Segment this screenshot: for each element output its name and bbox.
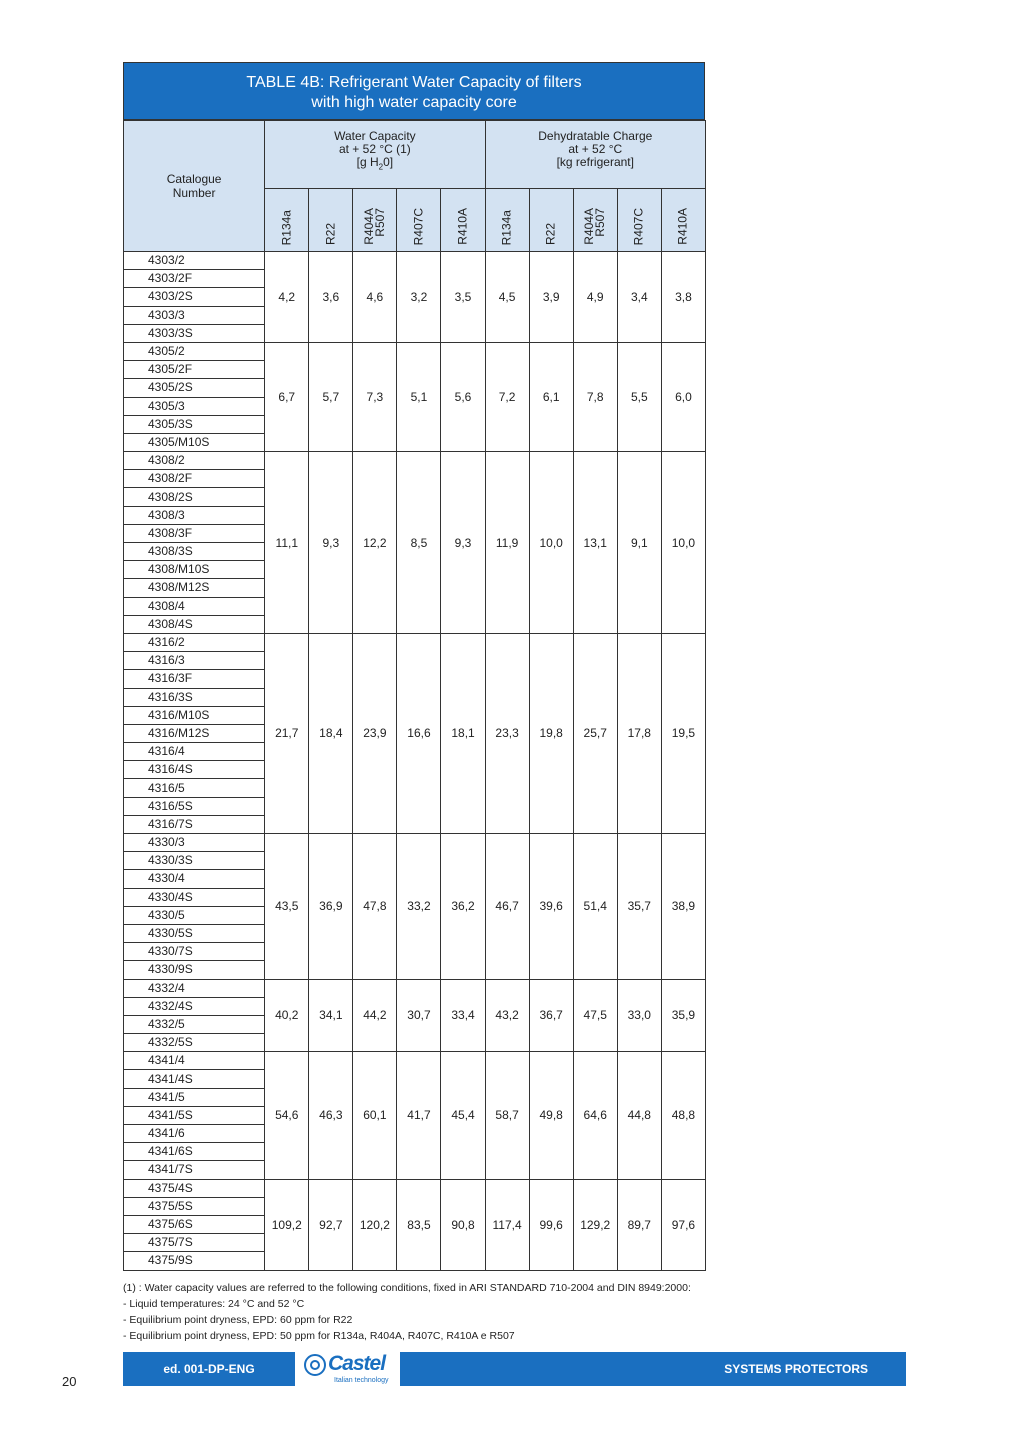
castel-logo-tagline: Italian technology bbox=[334, 1377, 389, 1384]
capacity-value: 8,5 bbox=[397, 452, 441, 634]
catalogue-number: 4303/3 bbox=[124, 306, 265, 324]
capacity-value: 10,0 bbox=[661, 452, 705, 634]
capacity-value: 89,7 bbox=[617, 1179, 661, 1270]
capacity-value: 40,2 bbox=[265, 979, 309, 1052]
refrigerant-name: R407C bbox=[631, 207, 646, 245]
capacity-value: 90,8 bbox=[441, 1179, 485, 1270]
refrigerant-label bbox=[675, 208, 690, 245]
capacity-value: 4,2 bbox=[265, 252, 309, 343]
catalogue-number: 4308/3F bbox=[124, 524, 265, 542]
edition-label: ed. 001-DP-ENG bbox=[123, 1352, 295, 1386]
capacity-value: 48,8 bbox=[661, 1052, 705, 1179]
table-row bbox=[124, 979, 706, 997]
capacity-value: 46,3 bbox=[309, 1052, 353, 1179]
capacity-value: 34,1 bbox=[309, 979, 353, 1052]
capacity-value: 58,7 bbox=[485, 1052, 529, 1179]
capacity-value: 92,7 bbox=[309, 1179, 353, 1270]
refrigerant-header bbox=[265, 189, 309, 252]
capacity-value: 19,5 bbox=[661, 633, 705, 833]
capacity-value: 33,2 bbox=[397, 834, 441, 980]
catalogue-number: 4316/3S bbox=[124, 688, 265, 706]
capacity-value: 46,7 bbox=[485, 834, 529, 980]
refrigerant-label bbox=[361, 208, 387, 245]
footnote-line: - Liquid temperatures: 24 °C and 52 °C bbox=[123, 1298, 305, 1310]
capacity-value: 97,6 bbox=[661, 1179, 705, 1270]
capacity-value: 35,7 bbox=[617, 834, 661, 980]
refrigerant-header bbox=[353, 189, 397, 252]
refrigerant-label bbox=[631, 207, 646, 245]
catalogue-number: 4305/3 bbox=[124, 397, 265, 415]
catalogue-number: 4308/2S bbox=[124, 488, 265, 506]
capacity-value: 3,8 bbox=[661, 252, 705, 343]
catalogue-number: 4316/2 bbox=[124, 633, 265, 651]
catalogue-number: 4316/7S bbox=[124, 815, 265, 833]
dehydratable-charge-header bbox=[485, 121, 705, 189]
capacity-value: 3,5 bbox=[441, 252, 485, 343]
capacity-value: 7,3 bbox=[353, 342, 397, 451]
capacity-value: 7,8 bbox=[573, 342, 617, 451]
capacity-value: 17,8 bbox=[617, 633, 661, 833]
catalogue-number: 4341/5S bbox=[124, 1106, 265, 1124]
catalogue-number-header bbox=[124, 121, 265, 252]
castel-logo-text: Castel bbox=[328, 1352, 386, 1375]
capacity-value: 9,3 bbox=[441, 452, 485, 634]
footnote-line: - Equilibrium point dryness, EPD: 50 ppm for R134a, R404A, R407C, R410A e R507 bbox=[123, 1330, 515, 1342]
footnote-line: - Equilibrium point dryness, EPD: 60 ppm for R22 bbox=[123, 1314, 353, 1326]
capacity-value: 11,1 bbox=[265, 452, 309, 634]
capacity-value: 39,6 bbox=[529, 834, 573, 980]
capacity-value: 23,9 bbox=[353, 633, 397, 833]
capacity-value: 44,8 bbox=[617, 1052, 661, 1179]
capacity-value: 9,3 bbox=[309, 452, 353, 634]
capacity-value: 36,2 bbox=[441, 834, 485, 980]
refrigerant-label bbox=[455, 208, 470, 245]
catalogue-number: 4341/6 bbox=[124, 1125, 265, 1143]
table-row bbox=[124, 452, 706, 470]
capacity-value: 23,3 bbox=[485, 633, 529, 833]
catalogue-number: 4330/5 bbox=[124, 906, 265, 924]
catalogue-number: 4316/4 bbox=[124, 743, 265, 761]
table-title-line2: with high water capacity core bbox=[311, 94, 517, 111]
refrigerant-label bbox=[413, 208, 424, 245]
catalogue-number: 4305/M10S bbox=[124, 433, 265, 451]
catalogue-number: 4341/7S bbox=[124, 1161, 265, 1179]
capacity-value: 4,5 bbox=[485, 252, 529, 343]
catalogue-number: 4303/2F bbox=[124, 270, 265, 288]
capacity-value: 35,9 bbox=[661, 979, 705, 1052]
capacity-value: 9,1 bbox=[617, 452, 661, 634]
capacity-value: 120,2 bbox=[353, 1179, 397, 1270]
refrigerant-name-alt: R507 bbox=[593, 208, 608, 237]
catalogue-number: 4316/4S bbox=[124, 761, 265, 779]
catalogue-number: 4332/5S bbox=[124, 1034, 265, 1052]
refrigerant-header bbox=[309, 189, 353, 252]
catalogue-number: 4316/5S bbox=[124, 797, 265, 815]
refrigerant-name-alt: R507 bbox=[372, 208, 387, 237]
dehydratable-line3: [kg refrigerant] bbox=[556, 155, 634, 169]
catalogue-number: 4316/M12S bbox=[124, 724, 265, 742]
castel-logo bbox=[304, 1351, 400, 1387]
footnote-line: (1) : Water capacity values are referred to the following conditions, fixed in ARI STANDARD 710-2004 and DIN 8949:2000: bbox=[123, 1282, 691, 1294]
capacity-value: 3,2 bbox=[397, 252, 441, 343]
capacity-value: 12,2 bbox=[353, 452, 397, 634]
refrigerant-label bbox=[543, 222, 558, 245]
capacity-value: 5,6 bbox=[441, 342, 485, 451]
refrigerant-label bbox=[325, 223, 336, 245]
capacity-value: 54,6 bbox=[265, 1052, 309, 1179]
catalogue-number: 4316/5 bbox=[124, 779, 265, 797]
catalogue-number: 4332/4 bbox=[124, 979, 265, 997]
castel-logo-icon bbox=[304, 1354, 326, 1376]
catalogue-number: 4330/4 bbox=[124, 870, 265, 888]
catalogue-number: 4308/3S bbox=[124, 543, 265, 561]
table-title-line1: TABLE 4B: Refrigerant Water Capacity of filters bbox=[246, 74, 582, 91]
capacity-value: 99,6 bbox=[529, 1179, 573, 1270]
catalogue-number: 4308/4 bbox=[124, 597, 265, 615]
catalogue-number: 4341/6S bbox=[124, 1143, 265, 1161]
table-row bbox=[124, 1052, 706, 1070]
refrigerant-header bbox=[529, 189, 573, 252]
capacity-value: 30,7 bbox=[397, 979, 441, 1052]
catalogue-number: 4341/5 bbox=[124, 1088, 265, 1106]
refrigerant-header bbox=[485, 189, 529, 252]
capacity-value: 64,6 bbox=[573, 1052, 617, 1179]
water-capacity-line3 bbox=[265, 156, 484, 173]
refrigerant-name: R410A bbox=[455, 208, 470, 245]
catalogue-number: 4303/3S bbox=[124, 324, 265, 342]
catalogue-number: 4305/2 bbox=[124, 342, 265, 360]
catalogue-number: 4375/4S bbox=[124, 1179, 265, 1197]
capacity-value: 33,0 bbox=[617, 979, 661, 1052]
catalogue-number: 4308/4S bbox=[124, 615, 265, 633]
catalogue-number: 4330/5S bbox=[124, 924, 265, 942]
section-label: SYSTEMS PROTECTORS bbox=[400, 1352, 906, 1386]
catalogue-number: 4330/7S bbox=[124, 943, 265, 961]
dehydratable-line1: Dehydratable Charge bbox=[538, 129, 653, 143]
catalogue-number: 4308/2F bbox=[124, 470, 265, 488]
catalogue-number: 4316/3 bbox=[124, 652, 265, 670]
capacity-value: 43,2 bbox=[485, 979, 529, 1052]
refrigerant-name: R134a bbox=[499, 209, 514, 245]
capacity-value: 44,2 bbox=[353, 979, 397, 1052]
capacity-value: 4,6 bbox=[353, 252, 397, 343]
table-header bbox=[124, 121, 706, 252]
capacity-value: 49,8 bbox=[529, 1052, 573, 1179]
catalogue-number: 4308/3 bbox=[124, 506, 265, 524]
capacity-value: 21,7 bbox=[265, 633, 309, 833]
catalogue-number: 4305/3S bbox=[124, 415, 265, 433]
capacity-value: 19,8 bbox=[529, 633, 573, 833]
capacity-value: 3,6 bbox=[309, 252, 353, 343]
catalogue-number: 4330/4S bbox=[124, 888, 265, 906]
catalogue-number: 4303/2S bbox=[124, 288, 265, 306]
refrigerant-header bbox=[441, 189, 485, 252]
refrigerant-name: R404A bbox=[582, 208, 597, 245]
unit-subscript: 2 bbox=[378, 162, 384, 172]
catalogue-number: 4330/3S bbox=[124, 852, 265, 870]
catalogue-number: 4305/2F bbox=[124, 361, 265, 379]
catalogue-number: 4308/M12S bbox=[124, 579, 265, 597]
refrigerant-name: R22 bbox=[543, 222, 558, 245]
capacity-value: 7,2 bbox=[485, 342, 529, 451]
refrigerant-label bbox=[584, 208, 606, 245]
refrigerant-name: R410A bbox=[675, 208, 690, 245]
dehydratable-line2: at + 52 °C bbox=[568, 142, 623, 156]
capacity-value: 5,1 bbox=[397, 342, 441, 451]
table-row bbox=[124, 342, 706, 360]
capacity-value: 51,4 bbox=[573, 834, 617, 980]
table-row bbox=[124, 252, 706, 270]
refrigerant-name: R407C bbox=[411, 207, 426, 245]
capacity-value: 47,5 bbox=[573, 979, 617, 1052]
table-row bbox=[124, 633, 706, 651]
refrigerant-name: R22 bbox=[323, 222, 338, 245]
capacity-value: 10,0 bbox=[529, 452, 573, 634]
capacity-value: 45,4 bbox=[441, 1052, 485, 1179]
catalogue-number: 4341/4 bbox=[124, 1052, 265, 1070]
capacity-value: 18,1 bbox=[441, 633, 485, 833]
refrigerant-header bbox=[661, 189, 705, 252]
catalogue-number: 4332/4S bbox=[124, 997, 265, 1015]
capacity-value: 4,9 bbox=[573, 252, 617, 343]
catalogue-number: 4330/3 bbox=[124, 834, 265, 852]
capacity-value: 41,7 bbox=[397, 1052, 441, 1179]
catalogue-number: 4316/3F bbox=[124, 670, 265, 688]
capacity-value: 18,4 bbox=[309, 633, 353, 833]
capacity-table bbox=[123, 120, 706, 1271]
water-capacity-line2: at + 52 °C (1) bbox=[338, 142, 411, 156]
capacity-value: 47,8 bbox=[353, 834, 397, 980]
capacity-value: 129,2 bbox=[573, 1179, 617, 1270]
capacity-value: 36,9 bbox=[309, 834, 353, 980]
catalogue-number: 4305/2S bbox=[124, 379, 265, 397]
refrigerant-name: R134a bbox=[279, 209, 294, 245]
capacity-value: 3,4 bbox=[617, 252, 661, 343]
refrigerant-header bbox=[397, 189, 441, 252]
capacity-value: 25,7 bbox=[573, 633, 617, 833]
capacity-value: 16,6 bbox=[397, 633, 441, 833]
page-number: 20 bbox=[62, 1374, 77, 1389]
catalogue-number: 4375/6S bbox=[124, 1215, 265, 1233]
catalogue-number: 4303/2 bbox=[124, 252, 265, 270]
capacity-value: 5,5 bbox=[617, 342, 661, 451]
catalogue-number: 4375/5S bbox=[124, 1197, 265, 1215]
capacity-value: 43,5 bbox=[265, 834, 309, 980]
refrigerant-header bbox=[617, 189, 661, 252]
table-row bbox=[124, 834, 706, 852]
table-body bbox=[124, 252, 706, 1271]
capacity-value: 83,5 bbox=[397, 1179, 441, 1270]
water-capacity-line1: Water Capacity bbox=[334, 129, 416, 143]
footnotes bbox=[123, 1280, 691, 1344]
refrigerant-label bbox=[499, 209, 514, 245]
catalogue-number: 4332/5 bbox=[124, 1015, 265, 1033]
capacity-value: 6,7 bbox=[265, 342, 309, 451]
catalogue-header-line2: Number bbox=[172, 186, 216, 200]
catalogue-header-line1: Catalogue bbox=[166, 172, 222, 186]
capacity-value: 13,1 bbox=[573, 452, 617, 634]
capacity-value: 3,9 bbox=[529, 252, 573, 343]
capacity-value: 11,9 bbox=[485, 452, 529, 634]
catalogue-number: 4341/4S bbox=[124, 1070, 265, 1088]
refrigerant-name: R404A bbox=[361, 208, 376, 245]
unit-suffix: 0] bbox=[383, 155, 394, 169]
catalogue-number: 4330/9S bbox=[124, 961, 265, 979]
table-title bbox=[123, 62, 705, 120]
capacity-value: 6,0 bbox=[661, 342, 705, 451]
capacity-value: 33,4 bbox=[441, 979, 485, 1052]
capacity-value: 6,1 bbox=[529, 342, 573, 451]
capacity-value: 5,7 bbox=[309, 342, 353, 451]
water-capacity-header bbox=[265, 121, 485, 189]
catalogue-number: 4308/2 bbox=[124, 452, 265, 470]
refrigerant-header bbox=[573, 189, 617, 252]
capacity-value: 36,7 bbox=[529, 979, 573, 1052]
refrigerant-label bbox=[281, 210, 292, 245]
catalogue-number: 4316/M10S bbox=[124, 706, 265, 724]
catalogue-number: 4375/9S bbox=[124, 1252, 265, 1270]
catalogue-number: 4308/M10S bbox=[124, 561, 265, 579]
catalogue-number: 4375/7S bbox=[124, 1234, 265, 1252]
capacity-value: 117,4 bbox=[485, 1179, 529, 1270]
unit-prefix: [g H bbox=[356, 155, 379, 169]
capacity-value: 60,1 bbox=[353, 1052, 397, 1179]
capacity-value: 38,9 bbox=[661, 834, 705, 980]
capacity-value: 109,2 bbox=[265, 1179, 309, 1270]
table-row bbox=[124, 1179, 706, 1197]
